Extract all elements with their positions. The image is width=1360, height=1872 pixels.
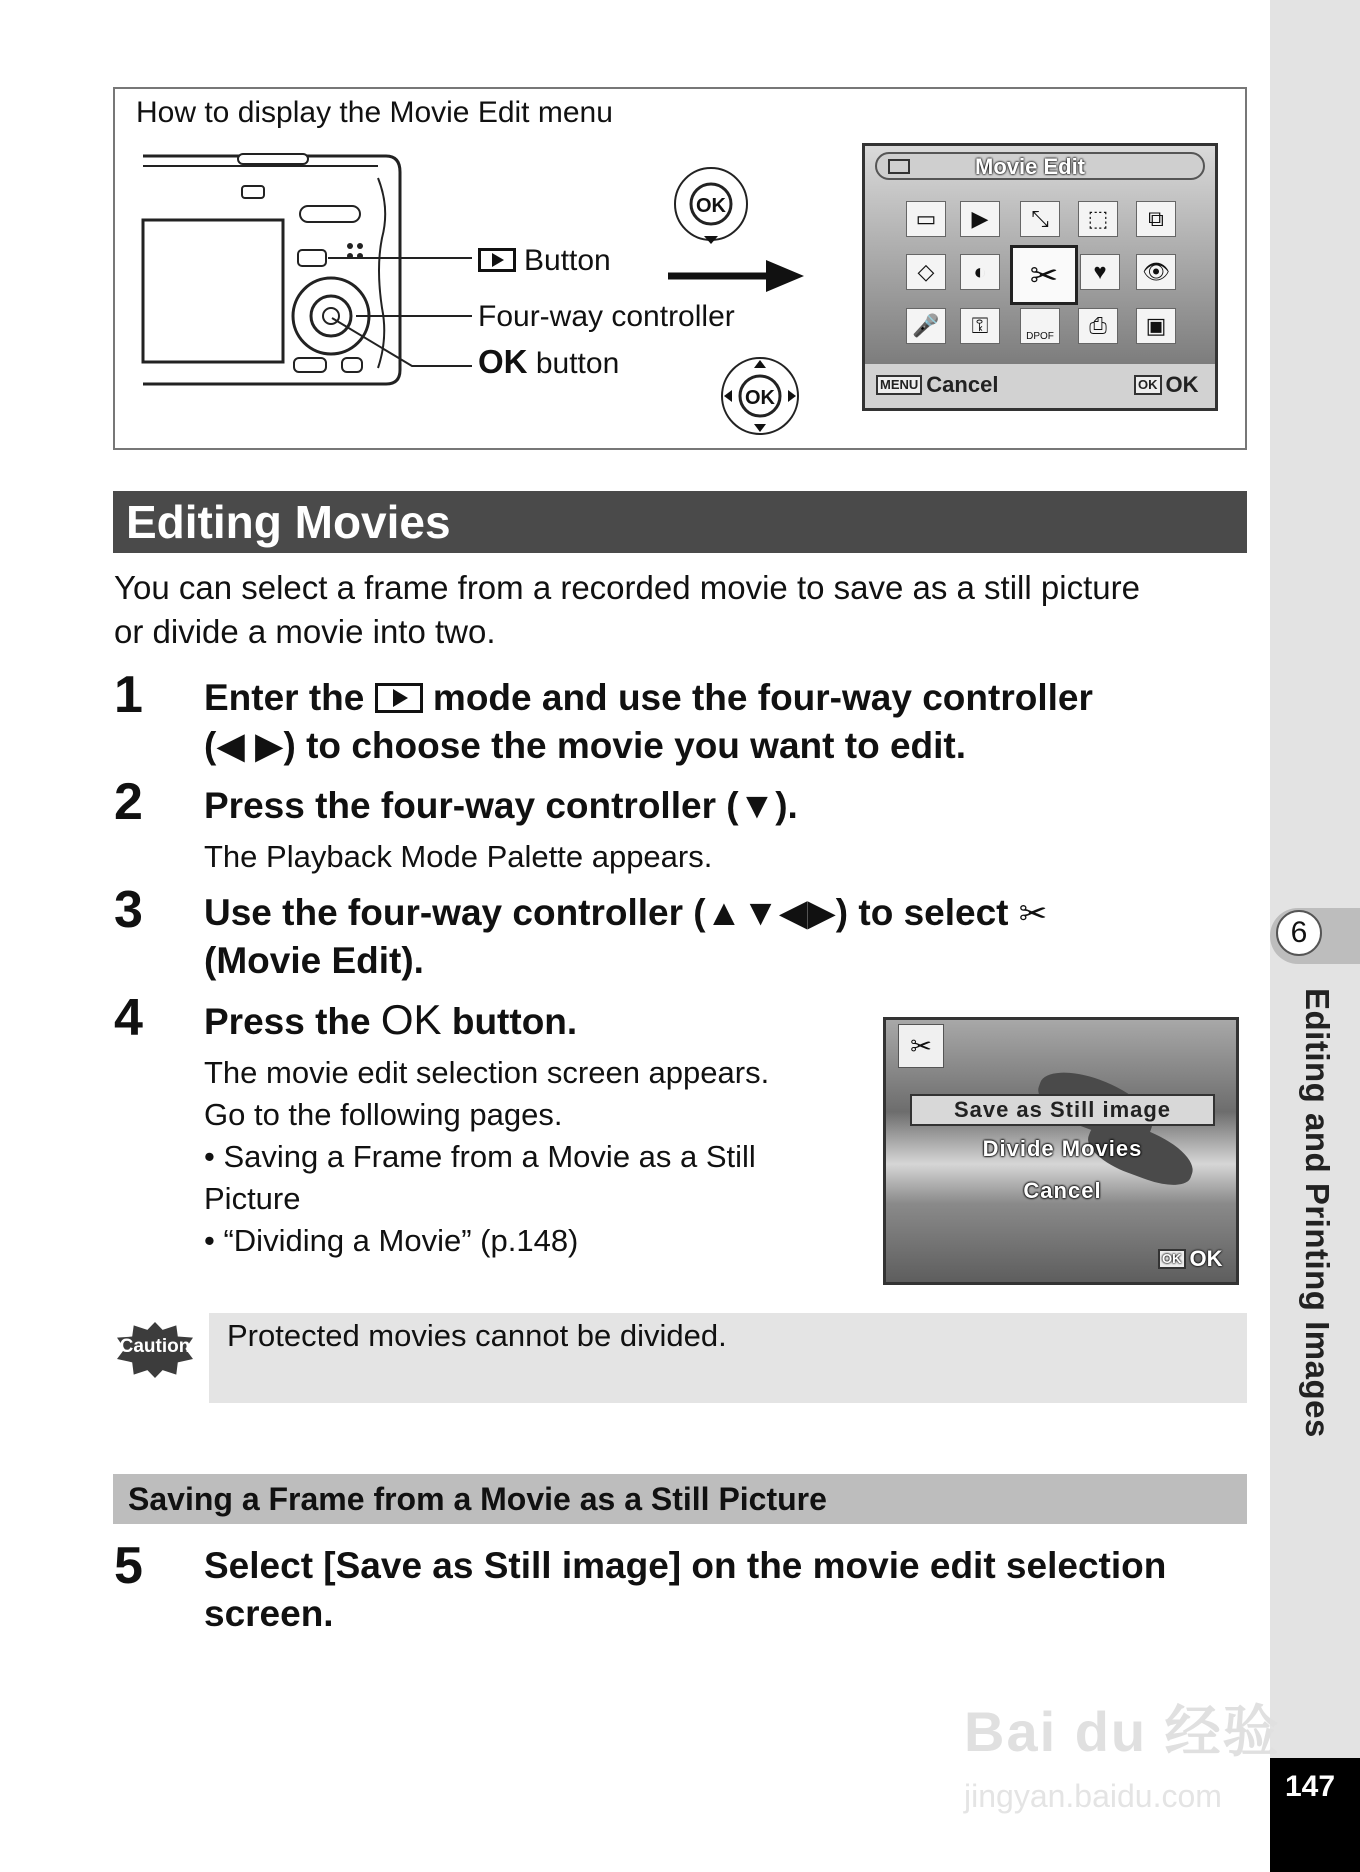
- ok-knob-label: OK: [696, 195, 726, 217]
- step-4-bullet2: • “Dividing a Movie” (p.148): [204, 1223, 579, 1258]
- page-number: 147: [1284, 1770, 1336, 1803]
- step-4-bullet1-cont: Picture: [204, 1181, 301, 1216]
- movie-edit-icon: ✂: [1018, 895, 1048, 933]
- menu-red-eye-icon[interactable]: 👁: [1136, 254, 1176, 290]
- step-4-line1: Press the OK button.: [204, 996, 578, 1043]
- ok-button-label: OK button: [478, 343, 620, 380]
- leader-lines: [320, 240, 480, 380]
- arrow-right-icon: [666, 256, 806, 296]
- lcd-playback-icon: [888, 159, 910, 174]
- menu-cropping-icon[interactable]: ⬚: [1078, 201, 1118, 237]
- edit-screen-ok[interactable]: OK OK: [1158, 1246, 1223, 1272]
- step-1-line2: (◀ ▶) to choose the movie you want to edit.: [204, 725, 967, 766]
- ok-press-icon: [670, 166, 752, 248]
- caution-text: Protected movies cannot be divided.: [227, 1318, 727, 1353]
- menu-playback-icon[interactable]: ▶: [960, 201, 1000, 237]
- step-2-body: The Playback Mode Palette appears.: [204, 839, 713, 874]
- menu-copy-icon[interactable]: ⧉: [1136, 201, 1176, 237]
- menu-voice-memo-icon[interactable]: 🎤: [906, 308, 946, 344]
- playback-icon: [375, 683, 423, 713]
- step-5-line2: screen.: [204, 1593, 334, 1634]
- menu-slideshow-icon[interactable]: ▭: [906, 201, 946, 237]
- movie-edit-icon: ✂: [898, 1024, 944, 1068]
- option-save-as-still[interactable]: Save as Still image: [910, 1094, 1215, 1126]
- caution-badge-text: Caution: [119, 1336, 191, 1357]
- baidu-watermark: Bai du 经验: [964, 1700, 1281, 1763]
- play-button-label: Button: [478, 244, 611, 278]
- baidu-watermark-url: jingyan.baidu.com: [964, 1778, 1222, 1814]
- menu-rotate-icon[interactable]: ◇: [906, 254, 946, 290]
- step-3-line2: (Movie Edit).: [204, 940, 424, 981]
- step-3-line1: Use the four-way controller (▲▼◀▶) to select ✂: [204, 892, 1048, 933]
- intro-text: You can select a frame from a recorded movie to save as a still picture or divide a movie into two.: [114, 569, 1140, 650]
- chapter-number: 6: [1276, 910, 1322, 956]
- menu-frame-icon[interactable]: ♥: [1080, 254, 1120, 290]
- step-1-number: 1: [114, 666, 143, 724]
- subsection-title: Saving a Frame from a Movie as a Still Picture: [128, 1481, 827, 1517]
- step-5-line1: Select [Save as Still image] on the movie edit selection: [204, 1545, 1167, 1586]
- step-2-number: 2: [114, 773, 143, 831]
- step-5-number: 5: [114, 1537, 143, 1595]
- section-title: Editing Movies: [126, 496, 451, 548]
- option-cancel[interactable]: Cancel: [1023, 1178, 1102, 1203]
- menu-start-up-icon[interactable]: ⎙: [1078, 308, 1118, 344]
- four-way-icon: [718, 354, 802, 438]
- playback-icon: [478, 248, 516, 272]
- lcd-cancel[interactable]: MENU Cancel: [876, 372, 998, 398]
- chapter-title: Editing and Printing Images: [1299, 988, 1336, 1438]
- step-4-body2: Go to the following pages.: [204, 1097, 563, 1132]
- menu-resize-icon[interactable]: ⤡: [1020, 201, 1060, 237]
- step-2-line1: Press the four-way controller (▼).: [204, 785, 798, 826]
- menu-image-recovery-icon[interactable]: ▣: [1136, 308, 1176, 344]
- menu-protect-icon[interactable]: ⚿: [960, 308, 1000, 344]
- lcd-ok[interactable]: OK OK: [1134, 372, 1199, 398]
- step-4-bullet1: • Saving a Frame from a Movie as a Still: [204, 1139, 756, 1174]
- menu-movie-edit-icon[interactable]: ✂: [1010, 245, 1078, 305]
- menu-filter-icon[interactable]: ◐: [960, 254, 1000, 290]
- step-3-number: 3: [114, 881, 143, 939]
- step-1-line1: Enter the mode and use the four-way controller: [204, 677, 1093, 718]
- option-divide-movies[interactable]: Divide Movies: [982, 1136, 1143, 1161]
- howto-title: How to display the Movie Edit menu: [136, 96, 613, 129]
- step-4-body1: The movie edit selection screen appears.: [204, 1055, 770, 1090]
- four-way-label: Four-way controller: [478, 300, 735, 333]
- lcd-title: Movie Edit: [975, 154, 1086, 179]
- four-way-knob-label: OK: [745, 387, 775, 409]
- step-4-number: 4: [114, 989, 143, 1047]
- menu-dpof-icon[interactable]: DPOF: [1020, 308, 1060, 344]
